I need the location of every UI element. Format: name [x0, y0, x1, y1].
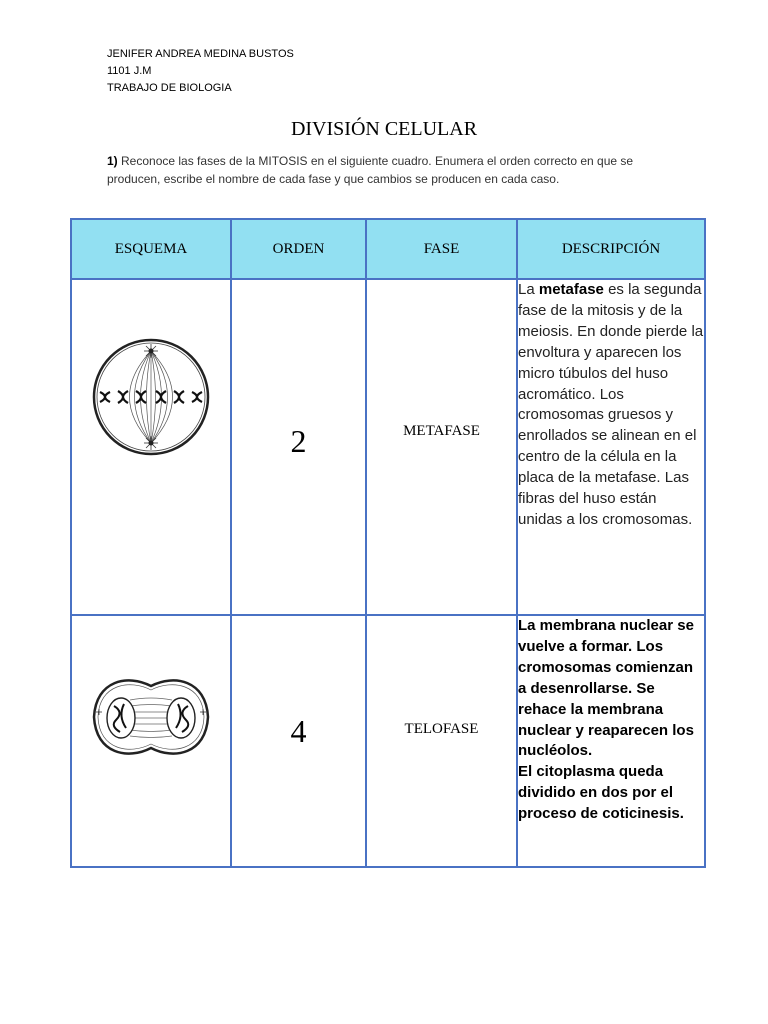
desc-text-2: El citoplasma queda dividido en dos por el proceso de coticinesis.: [518, 763, 684, 823]
desc-bold-term: metafase: [538, 281, 604, 298]
student-info: [107, 46, 294, 97]
desc-text: es la segunda fase de la mitosis y de la meiosis. En donde pierde la envoltura y aparecen los micro túbulos del huso acromático. Los cromosomas gruesos y enrollados se alinean en el centro de la célula en la placa de la metafase. Las fibras del huso están unidas a los cromosomas.: [518, 281, 704, 528]
instruction-number: 1): [107, 154, 118, 168]
phase-cell: [366, 615, 517, 867]
scheme-cell: [71, 615, 231, 867]
table-row: [71, 279, 705, 615]
header-fase: FASE: [366, 219, 517, 279]
order-cell: [231, 279, 366, 615]
page-title: DIVISIÓN CELULAR: [290, 118, 478, 140]
desc-prefix: La: [518, 281, 539, 298]
student-group: 1101 J.M: [107, 65, 152, 77]
header-descripcion: DESCRIPCIÓN: [517, 219, 705, 279]
table-row: [71, 615, 705, 867]
metaphase-cell-diagram-icon: [88, 334, 214, 460]
assignment-subject: TRABAJO DE BIOLOGIA: [107, 82, 232, 94]
scheme-cell: [71, 279, 231, 615]
telophase-cell-diagram-icon: [88, 672, 214, 762]
order-value: 4: [290, 712, 307, 749]
order-value: 2: [290, 422, 307, 459]
mitosis-table: [70, 218, 706, 868]
phase-name: TELOFASE: [404, 720, 479, 737]
table-header-row: [71, 219, 705, 279]
phase-name: METAFASE: [403, 422, 480, 439]
instruction-text: Reconoce las fases de la MITOSIS en el siguiente cuadro. Enumera el orden correcto en que se producen, escribe el nombre de cada fase y que cambios se producen en cada caso.: [107, 154, 634, 186]
header-esquema: ESQUEMA: [71, 219, 231, 279]
description-cell: [517, 279, 705, 615]
header-orden: ORDEN: [231, 219, 366, 279]
phase-cell: [366, 279, 517, 615]
description-cell: [517, 615, 705, 867]
order-cell: [231, 615, 366, 867]
instructions: [107, 152, 677, 188]
student-name: JENIFER ANDREA MEDINA BUSTOS: [107, 48, 294, 60]
desc-text: La membrana nuclear se vuelve a formar. Los cromosomas comienzan a desenrollarse. Se rehace la membrana nuclear y reaparecen los nucléolos.: [518, 617, 694, 760]
